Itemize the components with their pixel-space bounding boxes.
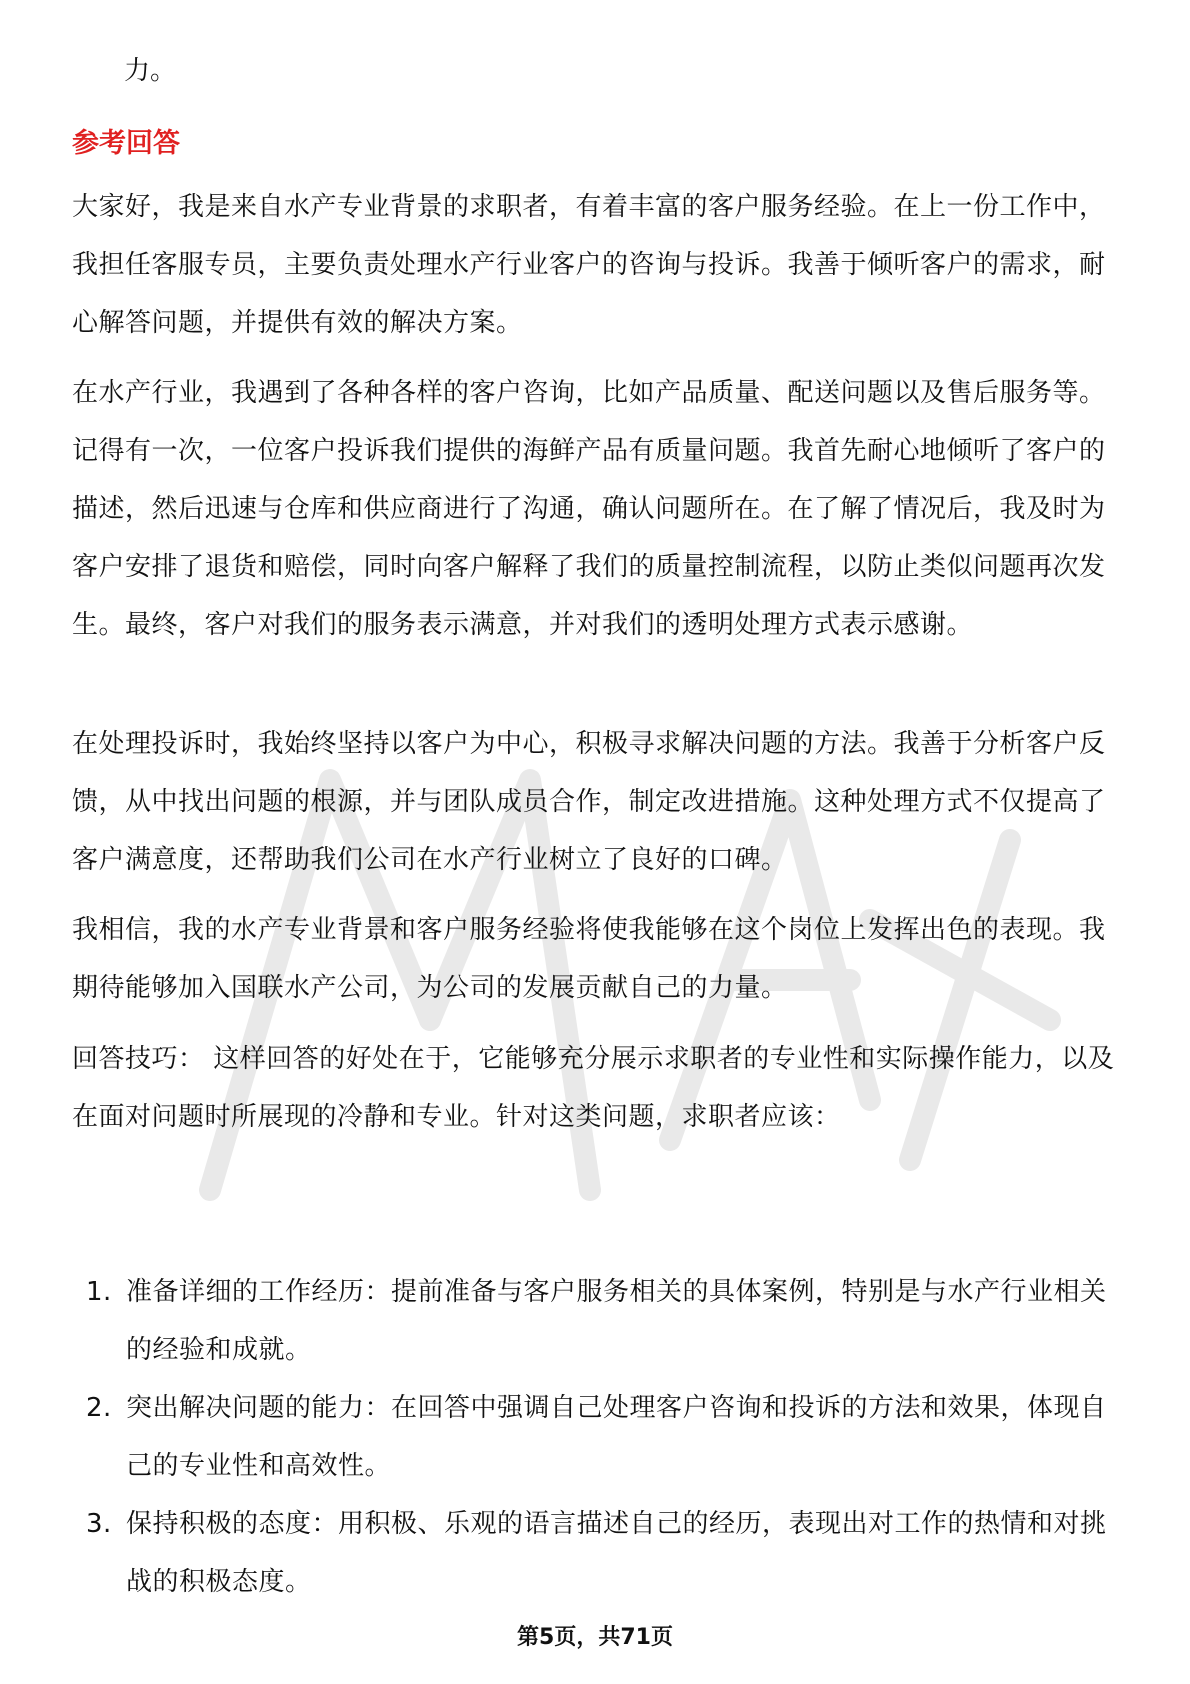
- section-heading: 参考回答: [72, 128, 180, 159]
- list-item-text: 保持积极的态度：用积极、乐观的语言描述自己的经历，表现出对工作的热情和对挑战的积极态度。: [126, 1509, 1107, 1597]
- list-item: [72, 1495, 1118, 1611]
- paragraph-answer-tips: 回答技巧： 这样回答的好处在于，它能够充分展示求职者的专业性和实际操作能力，以及在面对问题时所展现的冷静和专业。针对这类问题，求职者应该：: [72, 1044, 1115, 1132]
- paragraph-introduction: 大家好，我是来自水产专业背景的求职者，有着丰富的客户服务经验。在上一份工作中，我担任客服专员，主要负责处理水产行业客户的咨询与投诉。我善于倾听客户的需求，耐心解答问题，并提供有效的解决方案。: [72, 192, 1106, 338]
- list-item-text: 突出解决问题的能力：在回答中强调自己处理客户咨询和投诉的方法和效果，体现自己的专业性和高效性。: [126, 1393, 1107, 1481]
- continued-text: 力。: [124, 56, 177, 86]
- list-number: 2.: [86, 1393, 112, 1423]
- paragraph-experience: 在水产行业，我遇到了各种各样的客户咨询，比如产品质量、配送问题以及售后服务等。记得有一次，一位客户投诉我们提供的海鲜产品有质量问题。我首先耐心地倾听了客户的描述，然后迅速与仓库和供应商进行了沟通，确认问题所在。在了解了情况后，我及时为客户安排了退货和赔偿，同时向客户解释了我们的质量控制流程，以防止类似问题再次发生。最终，客户对我们的服务表示满意，并对我们的透明处理方式表示感谢。: [72, 378, 1106, 640]
- list-item: [72, 1263, 1118, 1379]
- list-item: [72, 1379, 1118, 1495]
- list-number: 3.: [86, 1509, 112, 1539]
- tips-list: [72, 1263, 1118, 1611]
- page-number-footer: 第5页，共71页: [517, 1625, 673, 1650]
- list-number: 1.: [86, 1277, 112, 1307]
- list-item-text: 准备详细的工作经历：提前准备与客户服务相关的具体案例，特别是与水产行业相关的经验和成就。: [126, 1277, 1107, 1365]
- paragraph-complaint-handling: 在处理投诉时，我始终坚持以客户为中心，积极寻求解决问题的方法。我善于分析客户反馈，从中找出问题的根源，并与团队成员合作，制定改进措施。这种处理方式不仅提高了客户满意度，还帮助我们公司在水产行业树立了良好的口碑。: [72, 729, 1106, 875]
- paragraph-conclusion: 我相信，我的水产专业背景和客户服务经验将使我能够在这个岗位上发挥出色的表现。我期待能够加入国联水产公司，为公司的发展贡献自己的力量。: [72, 915, 1106, 1003]
